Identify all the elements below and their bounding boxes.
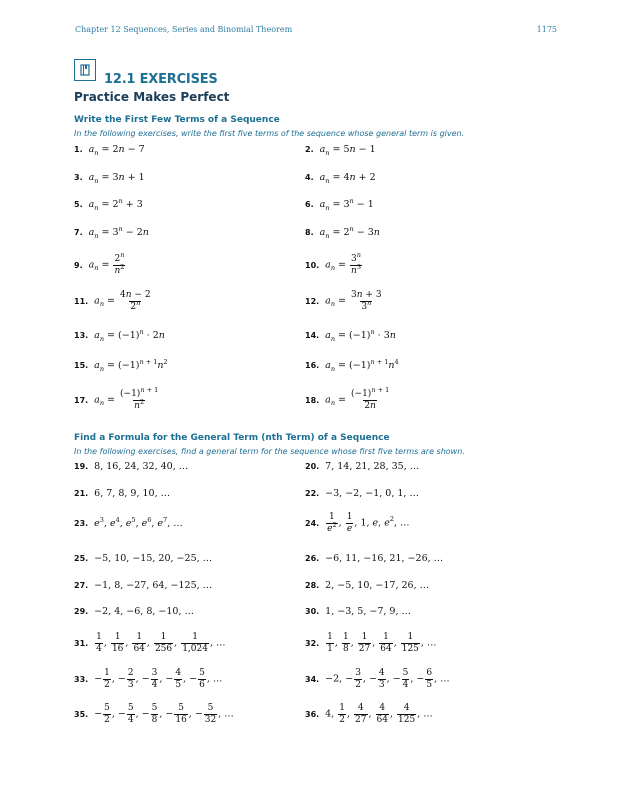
exercise-17: 17. $a_n$ = $\frac{(-1)^{n + 1}}{n^2}$ — [74, 386, 159, 411]
exercise-number: 32. — [305, 638, 320, 648]
exercise-2: 2. $a_n = 5n - 1$ — [305, 143, 376, 157]
exercise-19: 19. 8, 16, 24, 32, 40, … — [74, 460, 189, 472]
exercise-number: 31. — [74, 638, 89, 648]
exercise-number: 7. — [74, 227, 83, 237]
exercise-number: 2. — [305, 144, 314, 154]
exercise-22: 22. −3, −2, −1, 0, 1, … — [305, 487, 419, 499]
exercise-33: 33. − $\frac{1}{2}$ , − $\frac{2}{3}$ , − $\frac{3}{4}$ , − $\frac{4}{5}$ , − $\frac{5}{6}$ , … — [74, 668, 223, 690]
exercise-21: 21. 6, 7, 8, 9, 10, … — [74, 487, 171, 499]
exercise-31: 31. $\frac{1}{4}$ , $\frac{1}{16}$ , $\frac{1}{64}$ , $\frac{1}{256}$ , $\frac{1}{1,024}$ , … — [74, 632, 226, 654]
exercise-number: 5. — [74, 199, 83, 209]
exercise-number: 35. — [74, 709, 89, 719]
exercise-number: 4. — [305, 172, 314, 182]
exercise-30: 30. 1, −3, 5, −7, 9, … — [305, 605, 412, 617]
exercise-13: 13. $a_n = (-1)^n \cdot 2n$ — [74, 327, 165, 343]
section-title: 12.1 EXERCISES — [104, 72, 218, 87]
exercise-10: 10. $a_n$ = $\frac{3^n}{n^3}$ — [305, 251, 361, 276]
exercise-number: 36. — [305, 709, 320, 719]
exercise-number: 20. — [305, 461, 320, 471]
exercise-14: 14. $a_n = (-1)^n \cdot 3n$ — [305, 327, 396, 343]
book-icon — [74, 59, 96, 81]
exercise-6: 6. $a_n = 3^n - 1$ — [305, 196, 374, 212]
exercise-12: 12. $a_n$ = $\frac{3n + 3}{3^n}$ — [305, 290, 382, 312]
exercise-number: 9. — [74, 260, 83, 270]
exercise-number: 3. — [74, 172, 83, 182]
exercise-number: 18. — [305, 395, 320, 405]
exercise-4: 4. $a_n = 4n + 2$ — [305, 171, 376, 185]
exercise-number: 26. — [305, 553, 320, 563]
exercise-number: 1. — [74, 144, 83, 154]
exercise-number: 6. — [305, 199, 314, 209]
exercise-number: 12. — [305, 296, 320, 306]
exercise-16: 16. $a_n = (-1)^{n + 1}n^4$ — [305, 357, 399, 373]
exercise-27: 27. −1, 8, −27, 64, −125, … — [74, 579, 213, 591]
exercise-34: 34. −2, − $\frac{3}{2}$ , − $\frac{4}{3}$ , − $\frac{5}{4}$ , − $\frac{6}{5}$ , … — [305, 668, 450, 690]
exercise-number: 29. — [74, 606, 89, 616]
exercise-number: 21. — [74, 488, 89, 498]
page-number: 1175 — [536, 25, 557, 34]
exercise-number: 28. — [305, 580, 320, 590]
exercise-3: 3. $a_n = 3n + 1$ — [74, 171, 145, 185]
exercise-number: 27. — [74, 580, 89, 590]
part2-instruction: In the following exercises, find a general term for the sequence whose first five terms are shown. — [74, 447, 465, 456]
exercise-number: 23. — [74, 518, 89, 528]
exercise-number: 33. — [74, 674, 89, 684]
part1-heading: Write the First Few Terms of a Sequence — [74, 115, 280, 125]
exercise-32: 32. $\frac{1}{1}$ , $\frac{1}{8}$ , $\frac{1}{27}$ , $\frac{1}{64}$ , $\frac{1}{125}$ , … — [305, 632, 437, 654]
exercise-25: 25. −5, 10, −15, 20, −25, … — [74, 552, 213, 564]
exercise-20: 20. 7, 14, 21, 28, 35, … — [305, 460, 420, 472]
exercise-1: 1. $a_n = 2n - 7$ — [74, 143, 145, 157]
exercise-8: 8. $a_n = 2^n - 3n$ — [305, 224, 380, 240]
exercise-number: 22. — [305, 488, 320, 498]
exercise-18: 18. $a_n$ = $\frac{(-1)^{n + 1}}{2n}$ — [305, 386, 390, 411]
exercise-7: 7. $a_n = 3^n - 2n$ — [74, 224, 149, 240]
exercise-number: 11. — [74, 296, 89, 306]
exercise-23: 23. $e^3$, $e^4$, $e^5$, $e^6$, $e^7$, … — [74, 515, 183, 529]
exercise-9: 9. $a_n$ = $\frac{2^n}{n^2}$ — [74, 251, 125, 276]
exercise-29: 29. −2, 4, −6, 8, −10, … — [74, 605, 195, 617]
part2-heading: Find a Formula for the General Term (nth Term) of a Sequence — [74, 433, 390, 443]
exercise-26: 26. −6, 11, −16, 21, −26, … — [305, 552, 444, 564]
exercise-number: 15. — [74, 360, 89, 370]
exercise-5: 5. $a_n = 2^n + 3$ — [74, 196, 143, 212]
exercise-28: 28. 2, −5, 10, −17, 26, … — [305, 579, 430, 591]
running-header: Chapter 12 Sequences, Series and Binomial Theorem — [75, 25, 293, 34]
exercise-number: 19. — [74, 461, 89, 471]
exercise-24: 24. $\frac{1}{e^2}$ , $\frac{1}{e}$ , 1, e, $e^2$, … — [305, 512, 410, 534]
exercise-number: 17. — [74, 395, 89, 405]
exercise-36: 36. 4, $\frac{1}{2}$ , $\frac{4}{27}$ , $\frac{4}{64}$ , $\frac{4}{125}$ , … — [305, 703, 433, 725]
exercise-number: 34. — [305, 674, 320, 684]
exercise-number: 8. — [305, 227, 314, 237]
exercise-number: 10. — [305, 260, 320, 270]
exercise-15: 15. $a_n = (-1)^{n + 1}n^2$ — [74, 357, 168, 373]
exercise-number: 16. — [305, 360, 320, 370]
exercise-number: 30. — [305, 606, 320, 616]
exercise-number: 14. — [305, 330, 320, 340]
exercise-number: 13. — [74, 330, 89, 340]
part1-instruction: In the following exercises, write the first five terms of the sequence whose general term is given. — [74, 129, 465, 138]
exercise-number: 25. — [74, 553, 89, 563]
exercise-35: 35. − $\frac{5}{2}$ , − $\frac{5}{4}$ , − $\frac{5}{8}$ , − $\frac{5}{16}$ , − $\frac{5}{32}$ , … — [74, 703, 234, 725]
section-subtitle: Practice Makes Perfect — [74, 90, 230, 104]
exercise-11: 11. $a_n$ = $\frac{4n - 2}{2^n}$ — [74, 290, 151, 312]
exercise-number: 24. — [305, 518, 320, 528]
